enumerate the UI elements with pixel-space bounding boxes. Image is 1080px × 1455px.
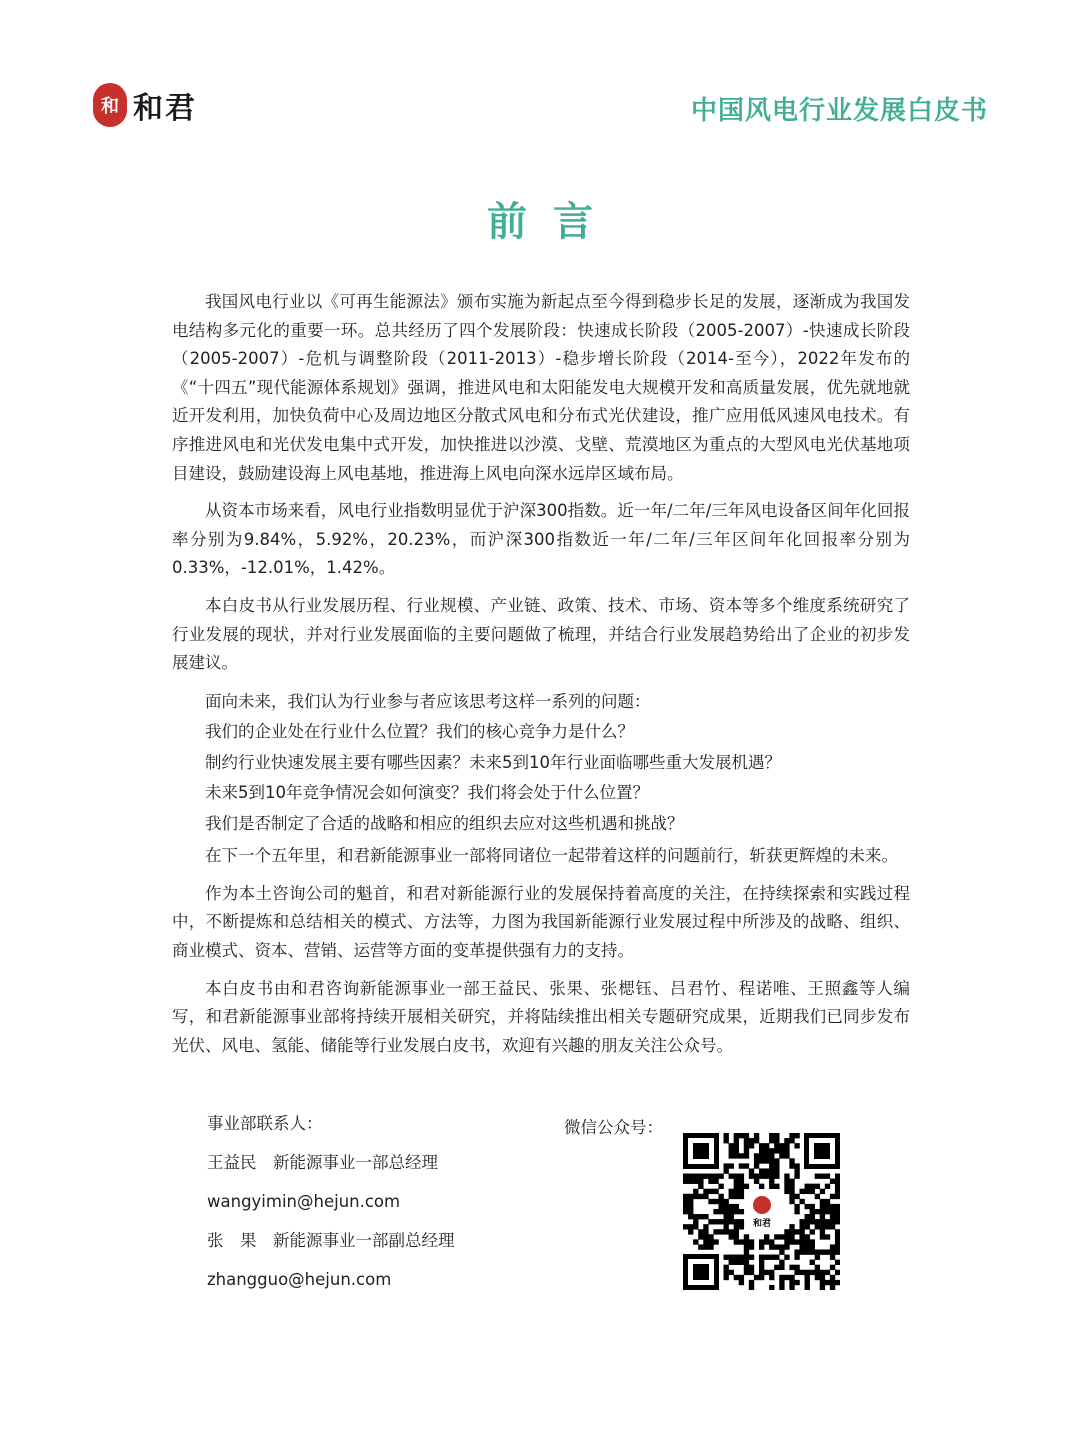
page-title: 前言	[487, 199, 619, 245]
contact-block	[207, 1114, 607, 1309]
question-line: 我们是否制定了合适的战略和相应的组织去应对这些机遇和挑战？	[205, 813, 684, 833]
contact-person: 张 果 新能源事业一部副总经理	[207, 1231, 455, 1250]
company-logo	[93, 83, 197, 127]
paragraph: 作为本土咨询公司的魁首，和君对新能源行业的发展保持着高度的关注，在持续探索和实践过程中，不断提炼和总结相关的模式、方法等，力图为我国新能源行业发展过程中所涉及的战略、组织、商业模式、资本、营销、运营等方面的变革提供强有力的支持。	[172, 883, 910, 960]
wechat-qr-code-icon	[683, 1133, 840, 1290]
contact-person: 王益民 新能源事业一部总经理	[207, 1153, 438, 1172]
paragraph: 我国风电行业以《可再生能源法》颁布实施为新起点至今得到稳步长足的发展，逐渐成为我国发电结构多元化的重要一环。总共经历了四个发展阶段：快速成长阶段（2005-2007）-快速成长阶段（2005-2007）-危机与调整阶段（2011-2013）-稳步增长阶段（2014-至今），2022年发布的《“十四五”现代能源体系规划》强调，推进风电和太阳能发电大规模开发和高质量发展，优先就地就近开发利用，加快负荷中心及周边地区分散式风电和分布式光伏建设，推广应用低风速风电技术。有序推进风电和光伏发电集中式开发，加快推进以沙漠、戈壁、荒漠地区为重点的大型风电光伏基地项目建设，鼓励建设海上风电基地，推进海上风电向深水远岸区域布局。	[172, 292, 910, 483]
question-line: 面向未来，我们认为行业参与者应该思考这样一系列的问题：	[205, 691, 651, 711]
preface-body	[172, 288, 910, 1069]
wechat-label: 微信公众号：	[564, 1118, 663, 1137]
question-line: 未来5到10年竞争情况会如何演变？我们将会处于什么位置？	[205, 783, 649, 803]
question-line: 制约行业快速发展主要有哪些因素？未来5到10年行业面临哪些重大发展机遇？	[205, 752, 781, 772]
logo-text: 和君	[133, 91, 197, 126]
paragraph: 从资本市场来看，风电行业指数明显优于沪深300指数。近一年/二年/三年风电设备区间年化回报率分别为9.84%，5.92%，20.23%，而沪深300指数近一年/二年/三年区间年化回报率分别为0.33%，-12.01%，1.42%。	[172, 501, 910, 578]
paragraph: 本白皮书由和君咨询新能源事业一部王益民、张果、张楒钰、吕君竹、程诺唯、王照鑫等人编写，和君新能源事业部将持续开展相关研究，并将陆续推出相关专题研究成果，近期我们已同步发布光伏、风电、氢能、储能等行业发展白皮书，欢迎有兴趣的朋友关注公众号。	[172, 978, 910, 1055]
question-list	[172, 687, 910, 840]
document-title: 中国风电行业发展白皮书	[690, 96, 988, 126]
contact-email: wangyimin@hejun.com	[207, 1192, 401, 1211]
logo-mark: 和	[93, 83, 127, 127]
contact-label: 事业部联系人：	[207, 1114, 323, 1133]
paragraph: 在下一个五年里，和君新能源事业一部将同诸位一起带着这样的问题前行，斩获更辉煌的未来。	[205, 846, 898, 866]
qr-center-text: 和君	[752, 1219, 772, 1229]
paragraph: 本白皮书从行业发展历程、行业规模、产业链、政策、技术、市场、资本等多个维度系统研究了行业发展的现状，并对行业发展面临的主要问题做了梳理，并结合行业发展趋势给出了企业的初步发展建议。	[172, 595, 910, 673]
question-line: 我们的企业处在行业什么位置？我们的核心竞争力是什么？	[205, 722, 634, 742]
contact-email: zhangguo@hejun.com	[207, 1270, 392, 1289]
